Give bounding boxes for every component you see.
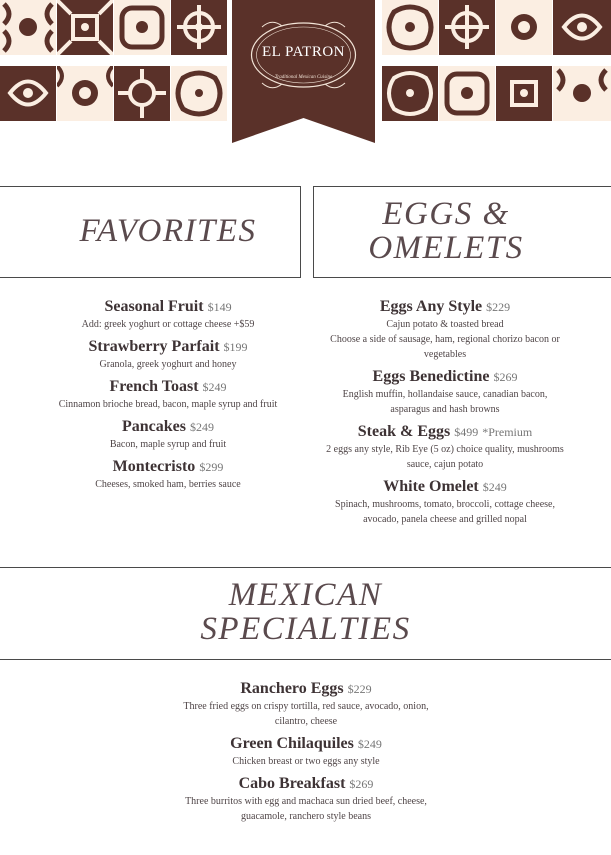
item-price: $249 bbox=[190, 420, 214, 434]
tile-pattern-icon bbox=[57, 66, 113, 121]
item-price: $249 bbox=[357, 737, 382, 751]
item-description: sauce, cajun potato bbox=[406, 459, 484, 470]
item-description: Three fried eggs on crispy tortilla, red sauce, avocado, onion, bbox=[183, 701, 429, 712]
item-name: Ranchero Eggs bbox=[240, 680, 344, 697]
menu-item bbox=[312, 477, 578, 527]
section-title-line: MEXICAN bbox=[228, 577, 383, 613]
item-description: English muffin, hollandaise sauce, canadian bacon, bbox=[342, 389, 548, 400]
tile-pattern-icon bbox=[114, 66, 170, 121]
tile-pattern-icon bbox=[553, 0, 611, 55]
brand-tagline: Traditional Mexican Cuisine bbox=[274, 75, 333, 80]
section-title-eggs bbox=[313, 197, 579, 265]
section-title-line: EGGS & bbox=[382, 196, 510, 232]
item-description: Cinnamon brioche bread, bacon, maple syrup and fruit bbox=[58, 399, 278, 410]
menu-item bbox=[0, 297, 336, 332]
tile-pattern-icon bbox=[382, 66, 438, 121]
mexican-list bbox=[146, 679, 466, 824]
tile-pattern-icon bbox=[171, 0, 227, 55]
item-description: Bacon, maple syrup and fruit bbox=[109, 439, 227, 450]
tile-pattern-icon bbox=[382, 0, 438, 55]
divider bbox=[0, 567, 611, 568]
item-price: $229 bbox=[347, 682, 372, 696]
tile-pattern-icon bbox=[0, 0, 56, 55]
divider bbox=[0, 186, 301, 187]
tile-pattern-icon bbox=[57, 0, 113, 55]
item-price: $249 bbox=[482, 480, 507, 494]
item-price: $299 bbox=[199, 460, 224, 474]
menu-item bbox=[0, 417, 336, 452]
item-name: Pancakes bbox=[122, 418, 186, 435]
item-description: guacamole, ranchero style beans bbox=[241, 811, 371, 822]
section-title-line: OMELETS bbox=[368, 230, 524, 266]
item-name: French Toast bbox=[109, 378, 199, 395]
item-name: Seasonal Fruit bbox=[104, 298, 204, 315]
item-name: White Omelet bbox=[383, 478, 479, 495]
item-name: Eggs Benedictine bbox=[372, 368, 490, 385]
section-title-line: SPECIALTIES bbox=[200, 611, 411, 647]
item-note: *Premium bbox=[482, 425, 533, 439]
item-description: Three burritos with egg and machaca sun dried beef, cheese, bbox=[185, 796, 427, 807]
menu-item bbox=[0, 337, 336, 372]
item-description: Cheeses, smoked ham, berries sauce bbox=[95, 479, 241, 490]
favorites-list bbox=[0, 297, 336, 492]
tile-pattern-icon bbox=[496, 66, 552, 121]
divider bbox=[313, 277, 611, 278]
item-description: Spinach, mushrooms, tomato, broccoli, cottage cheese, bbox=[335, 499, 555, 510]
item-price: $149 bbox=[207, 300, 232, 314]
item-description: cilantro, cheese bbox=[274, 716, 338, 727]
tile-pattern-icon bbox=[439, 0, 495, 55]
menu-item bbox=[0, 377, 336, 412]
item-price: $199 bbox=[223, 340, 248, 354]
tile-pattern-icon bbox=[496, 0, 552, 55]
item-name: Strawberry Parfait bbox=[88, 338, 220, 355]
tile-pattern-icon bbox=[0, 66, 56, 121]
menu-item bbox=[312, 422, 578, 472]
item-price: $499 bbox=[454, 425, 479, 439]
item-price: $269 bbox=[493, 370, 518, 384]
item-description: Chicken breast or two eggs any style bbox=[232, 756, 380, 767]
item-price: $269 bbox=[349, 777, 374, 791]
item-name: Cabo Breakfast bbox=[238, 775, 346, 792]
item-name: Eggs Any Style bbox=[379, 298, 483, 315]
tile-pattern-icon bbox=[114, 0, 170, 55]
menu-item bbox=[146, 679, 466, 729]
item-description: Granola, greek yoghurt and honey bbox=[99, 359, 237, 370]
tile-pattern-icon bbox=[553, 66, 611, 121]
tile-pattern-icon bbox=[439, 66, 495, 121]
item-price: $229 bbox=[486, 300, 511, 314]
item-description: Cajun potato & toasted bread bbox=[386, 319, 504, 330]
menu-item bbox=[146, 774, 466, 824]
item-name: Steak & Eggs bbox=[357, 423, 451, 440]
item-name: Montecristo bbox=[112, 458, 196, 475]
item-description: asparagus and hash browns bbox=[390, 404, 500, 415]
section-title-mexican bbox=[0, 578, 611, 646]
divider bbox=[0, 277, 301, 278]
eggs-list bbox=[312, 297, 578, 527]
menu-item bbox=[312, 297, 578, 362]
item-description: 2 eggs any style, Rib Eye (5 oz) choice quality, mushrooms bbox=[326, 444, 564, 455]
brand-name: EL PATRON bbox=[262, 44, 345, 60]
item-description: avocado, panela cheese and grilled nopal bbox=[363, 514, 527, 525]
logo-banner bbox=[232, 0, 375, 143]
item-description: Choose a side of sausage, ham, regional chorizo bacon or bbox=[330, 334, 560, 345]
menu-item bbox=[0, 457, 336, 492]
divider bbox=[313, 186, 611, 187]
tile-pattern-icon bbox=[171, 66, 227, 121]
menu-item bbox=[312, 367, 578, 417]
item-price: $249 bbox=[202, 380, 227, 394]
section-title-favorites: FAVORITES bbox=[79, 213, 257, 249]
menu-item bbox=[146, 734, 466, 769]
item-description: Add: greek yoghurt or cottage cheese +$59 bbox=[81, 319, 255, 330]
item-description: vegetables bbox=[423, 349, 467, 360]
item-name: Green Chilaquiles bbox=[230, 735, 354, 752]
divider bbox=[0, 659, 611, 660]
